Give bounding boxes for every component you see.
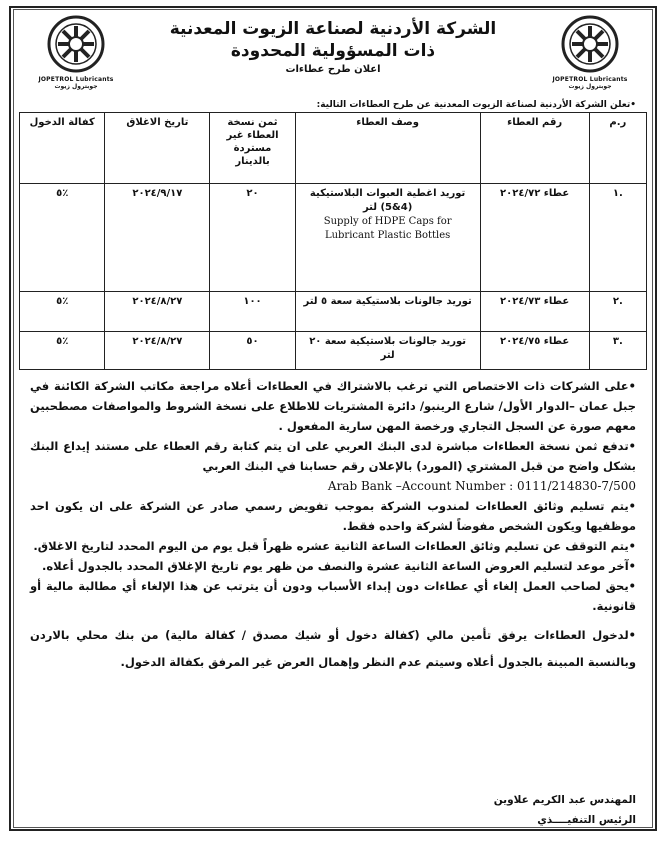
closing-date: ٢٠٢٤/٨/٢٧ <box>105 332 210 370</box>
column-header: ر.م <box>589 113 646 184</box>
entry-bond: ٪٥ <box>20 292 105 332</box>
table-row <box>20 332 647 370</box>
logo-name: JOPETROL Lubricants <box>38 76 114 83</box>
copy-price: ١٠٠ <box>210 292 295 332</box>
notice-title: اعلان طرح عطاءات <box>285 64 381 75</box>
signatory-title: الرئيس التنفيــــذي <box>537 814 636 826</box>
column-header: رقم العطاء <box>480 113 589 184</box>
description-arabic: توريد اغطية العبوات البلاستيكية <box>309 188 466 199</box>
logo-name: JOPETROL Lubricants <box>552 76 628 83</box>
signature-block <box>494 790 636 830</box>
company-logo-left <box>30 14 122 90</box>
column-header: تاريخ الاغلاق <box>105 113 210 184</box>
closing-date: ٢٠٢٤/٨/٢٧ <box>105 292 210 332</box>
gear-logo-icon <box>560 14 620 74</box>
copy-price: ٥٠ <box>210 332 295 370</box>
table-header-row <box>20 113 647 184</box>
tender-description <box>295 184 480 292</box>
signatory-name: المهندس عبد الكريم علاوين <box>493 794 636 806</box>
column-header: وصف العطاء <box>295 113 480 184</box>
entry-bond: ٪٥ <box>20 332 105 370</box>
tenders-table <box>19 112 647 370</box>
column-header: ثمن نسخة العطاء غير مستردة بالدينار <box>210 113 295 184</box>
condition-deadline: •آخر موعد لتسليم العروض الساعة الثانية عشرة والنصف من ظهر يوم تاريخ الإغلاق المحدد بالجدول أعلاه. <box>41 559 636 573</box>
table-row <box>20 292 647 332</box>
row-number: .١ <box>589 184 646 292</box>
notice-body <box>12 370 654 676</box>
column-header: كفالة الدخول <box>20 113 105 184</box>
notice-intro: •تعلن الشركة الأردنية لصناعة الزيوت المعدنية عن طرح العطاءات التالية: <box>316 100 636 110</box>
condition-bond: •لدخول العطاءات يرفق تأمين مالي (كفالة دخول أو شيك مصدق / كفالة مالية) من بنك محلي بالاردن وبالنسبة المبينة بالجدول أعلاه وسيتم عدم النظر وإهمال العرض غير المرفق بكفالة الدخول. <box>30 628 636 669</box>
gear-logo-icon <box>46 14 106 74</box>
tender-number: عطاء ٢٠٢٤/٧٥ <box>480 332 589 370</box>
condition-delegate: •يتم تسليم وثائق العطاءات لمندوب الشركة بموجب تفويض رسمي صادر عن الشركة على ان يكون احد موظفيها ويكون الشخص مفوضاً لشركة واحده فقط. <box>30 499 636 533</box>
condition-stop-sale: •يتم التوقف عن تسليم وثائق العطاءات الساعة الثانية عشره ظهراً قبل يوم من اليوم المحدد لتاريخ الاغلاق. <box>33 539 636 553</box>
company-logo-right <box>544 14 636 90</box>
tender-number: عطاء ٢٠٢٤/٧٢ <box>480 184 589 292</box>
logo-name-arabic: جوبترول زيوت <box>568 83 612 90</box>
tender-description: توريد جالونات بلاستيكية سعة ٥ لتر <box>295 292 480 332</box>
closing-date: ٢٠٢٤/٩/١٧ <box>105 184 210 292</box>
company-name: الشركة الأردنية لصناعة الزيوت المعدنية <box>169 19 497 39</box>
row-number: .٣ <box>589 332 646 370</box>
notice-header <box>12 8 654 112</box>
logo-name-arabic: جوبترول زيوت <box>54 83 98 90</box>
tender-description: توريد جالونات بلاستيكية سعة ٢٠ لتر <box>295 332 480 370</box>
company-legal-form: ذات المسؤولية المحدودة <box>230 41 436 61</box>
tender-number: عطاء ٢٠٢٤/٧٣ <box>480 292 589 332</box>
bank-account-number: Arab Bank –Account Number : 0111/214830-7/500 <box>327 479 636 493</box>
description-english: Supply of HDPE Caps for Lubricant Plastic Bottles <box>323 216 452 241</box>
table-row <box>20 184 647 292</box>
condition-review-docs: •على الشركات ذات الاختصاص التي ترغب بالاشتراك في العطاءات أعلاه مراجعة مكاتب الشركة الكائنة في جبل عمان –الدوار الأول/ شارع الرينبو/ دائرة المشتريات للاطلاع على نسخة الشروط والمواصفات مصطحبين معهم صورة عن السجل التجاري ورخصة المهن سارية المفعول . <box>30 379 636 433</box>
description-size: (4&5) لتر <box>362 202 413 213</box>
condition-payment: •تدفع ثمن نسخة العطاءات مباشرة لدى البنك العربي على ان يتم كتابة رقم العطاء على مستند إيداع البنك بشكل واضح من قبل المشتري (المورد) بالإعلان رقم حسابنا في البنك العربي <box>30 439 636 473</box>
copy-price: ٢٠ <box>210 184 295 292</box>
row-number: .٢ <box>589 292 646 332</box>
entry-bond: ٪٥ <box>20 184 105 292</box>
condition-cancellation: •يحق لصاحب العمل إلغاء أي عطاءات دون إبداء الأسباب ودون أن يترتب عن هذا الإلغاء أي مطالبة مالية أو قانونية. <box>30 579 636 613</box>
